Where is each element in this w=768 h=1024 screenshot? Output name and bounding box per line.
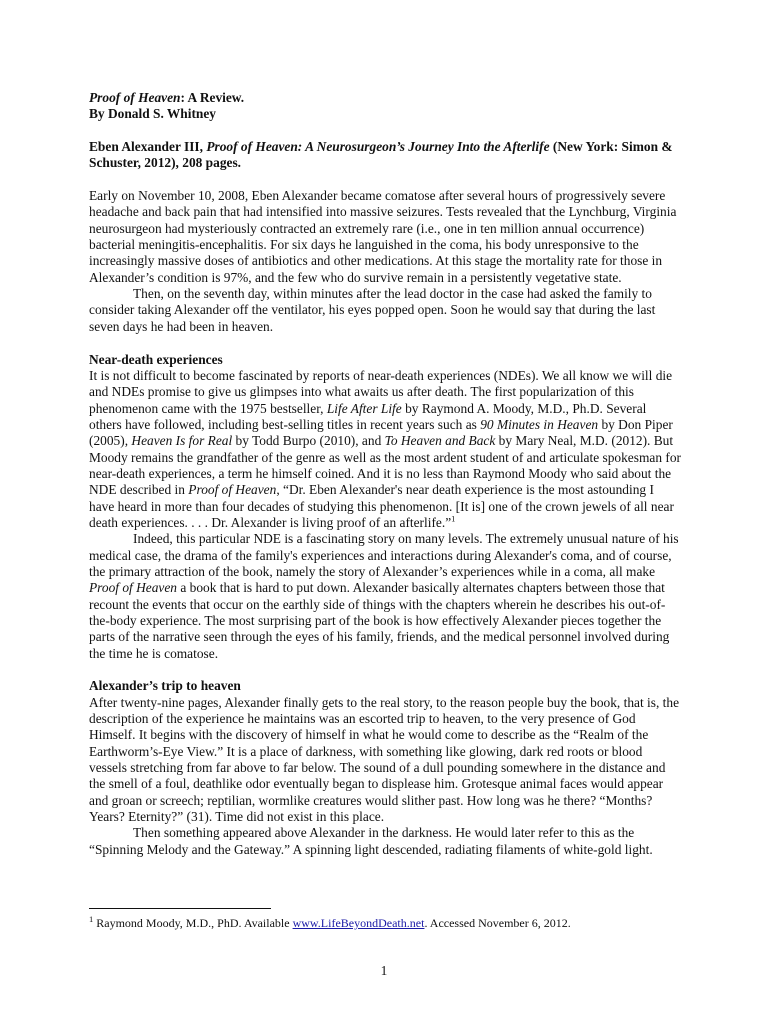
review-title <box>89 90 681 106</box>
byline: By Donald S. Whitney <box>89 106 217 122</box>
trip-paragraph-1: After twenty-nine pages, Alexander finally gets to the real story, to the reason people buy the book, that is, the description of the experience he maintains was an escorted trip to heaven, to the very presence of God Himself. It begins with the discovery of himself in what he would come to describe as the “Realm of the Earthworm’s-Eye View.” It is a place of darkness, with something like glowing, dark red roots or blood vessels stretching from far above to far below. The sound of a dull pounding somewhere in the distance and the smell of a foul, deathlike odor eventually began to displease him. Grotesque animal faces would appear and groan or screech; reptilian, wormlike creatures would slither past. How long was he there? “Months? Years? Eternity?” (31). Time did not exist in this place. <box>89 694 680 825</box>
footnote-number: 1 <box>89 914 94 924</box>
footnote-separator <box>89 908 271 909</box>
footnote-link[interactable]: www.LifeBeyondDeath.net <box>292 916 425 930</box>
citation-publication: (New York: Simon & Schuster, 2012), 208 pages. <box>89 139 673 171</box>
near-death-paragraph-2 <box>89 531 681 662</box>
text-run: by Mary Neal, M.D. (2012). But Moody remains the grandfather of the genre as well as the most ardent student of and articulate spokesman for near-death experiences, a term he himself coined. And it is no less than Raymond Moody who said about the NDE described in <box>89 433 681 498</box>
footnote-reference[interactable]: 1 <box>451 513 456 524</box>
intro-paragraph-2: Then, on the seventh day, within minutes after the lead doctor in the case had asked the family to consider taking Alexander off the ventilator, his eyes popped open. Soon he would say that during the last seven days he had been in heaven. <box>89 286 656 334</box>
page-number: 1 <box>380 963 388 978</box>
section-heading-near-death: Near-death experiences <box>89 351 223 367</box>
section-heading-trip-to-heaven: Alexander’s trip to heaven <box>89 678 241 694</box>
document-body <box>89 90 681 858</box>
spacer <box>89 123 681 139</box>
intro-paragraph-1: Early on November 10, 2008, Eben Alexander became comatose after several hours of progressively severe headache and back pain that had intensified into massive seizures. Tests revealed that the Lynchburg, Virginia neurosurgeon had mysteriously contracted an extremely rare (i.e., one in ten million annual occurrence) bacterial meningitis-encephalitis. For six days he languished in the coma, his body unresponsive to the increasingly massive doses of antibiotics and other medications. At this stage the mortality rate for those in Alexander’s condition is 97%, and the few who do survive remain in a persistently vegetative state. <box>89 188 677 285</box>
citation-book-title: Proof of Heaven: A Neurosurgeon’s Journey Into the Afterlife <box>206 139 550 155</box>
book-title-proof-of-heaven: Proof of Heaven <box>89 580 178 596</box>
text-run: a book that is hard to put down. Alexander basically alternates chapters between those that recount the events that occur on the earthly side of things with the chapters wherein he describes his out-of-the-body experience. The most surprising part of the book is how effectively Alexander pieces together the parts of the narrative seen through the eyes of his family, friends, and the medical personnel involved during the time he is comatose. <box>89 580 670 661</box>
text-run: It is not difficult to become fascinated by reports of near-death experiences (NDEs). We all know we will die and NDEs promise to give us glimpses into what awaits us after death. The first popularization of this phenomenon came with the 1975 bestseller, <box>89 367 673 416</box>
book-citation <box>89 139 681 172</box>
spacer <box>89 662 681 678</box>
review-title-rest: : A Review. <box>180 90 245 105</box>
citation-author: Eben Alexander III, <box>89 139 207 155</box>
book-title-proof-of-heaven: Proof of Heaven <box>188 482 277 498</box>
footnote <box>89 916 681 930</box>
spacer <box>89 172 681 188</box>
footnote-text-end: . Accessed November 6, 2012. <box>424 916 571 930</box>
text-run: by Don Piper (2005), <box>89 416 673 449</box>
trip-paragraph-2: Then something appeared above Alexander in the darkness. He would later refer to this as the “Spinning Melody and the Gateway.” A spinning light descended, radiating filaments of white-gold light. <box>89 825 653 857</box>
book-title-to-heaven-and-back: To Heaven and Back <box>384 433 496 449</box>
text-run: Indeed, this particular NDE is a fascinating story on many levels. The extremely unusual nature of his medical case, the drama of the family's experiences and interactions during Alexander's coma, and of course, the primary attraction of the book, namely the story of Alexander’s experiences while in a coma, all make <box>89 531 679 579</box>
book-title-90-minutes: 90 Minutes in Heaven <box>480 416 599 432</box>
review-title-book: Proof of Heaven <box>89 90 181 105</box>
text-run: by Raymond A. Moody, M.D., Ph.D. Several others have followed, including best-selling titles in recent years such as <box>89 400 647 432</box>
text-run: by Todd Burpo (2010), and <box>232 433 385 449</box>
spacer <box>89 335 681 351</box>
text-run: , “Dr. Eben Alexander's near death experience is the most astounding I have heard in more than four decades of studying this phenomenon. [It is] one of the crown jewels of all near death experiences. . . . Dr. Alexander is living proof of an afterlife.” <box>89 482 674 530</box>
near-death-paragraph-1 <box>89 368 681 531</box>
footnote-text: Raymond Moody, M.D., PhD. Available <box>93 916 293 930</box>
book-title-heaven-is-for-real: Heaven Is for Real <box>131 433 233 449</box>
book-title-life-after-life: Life After Life <box>326 400 402 416</box>
